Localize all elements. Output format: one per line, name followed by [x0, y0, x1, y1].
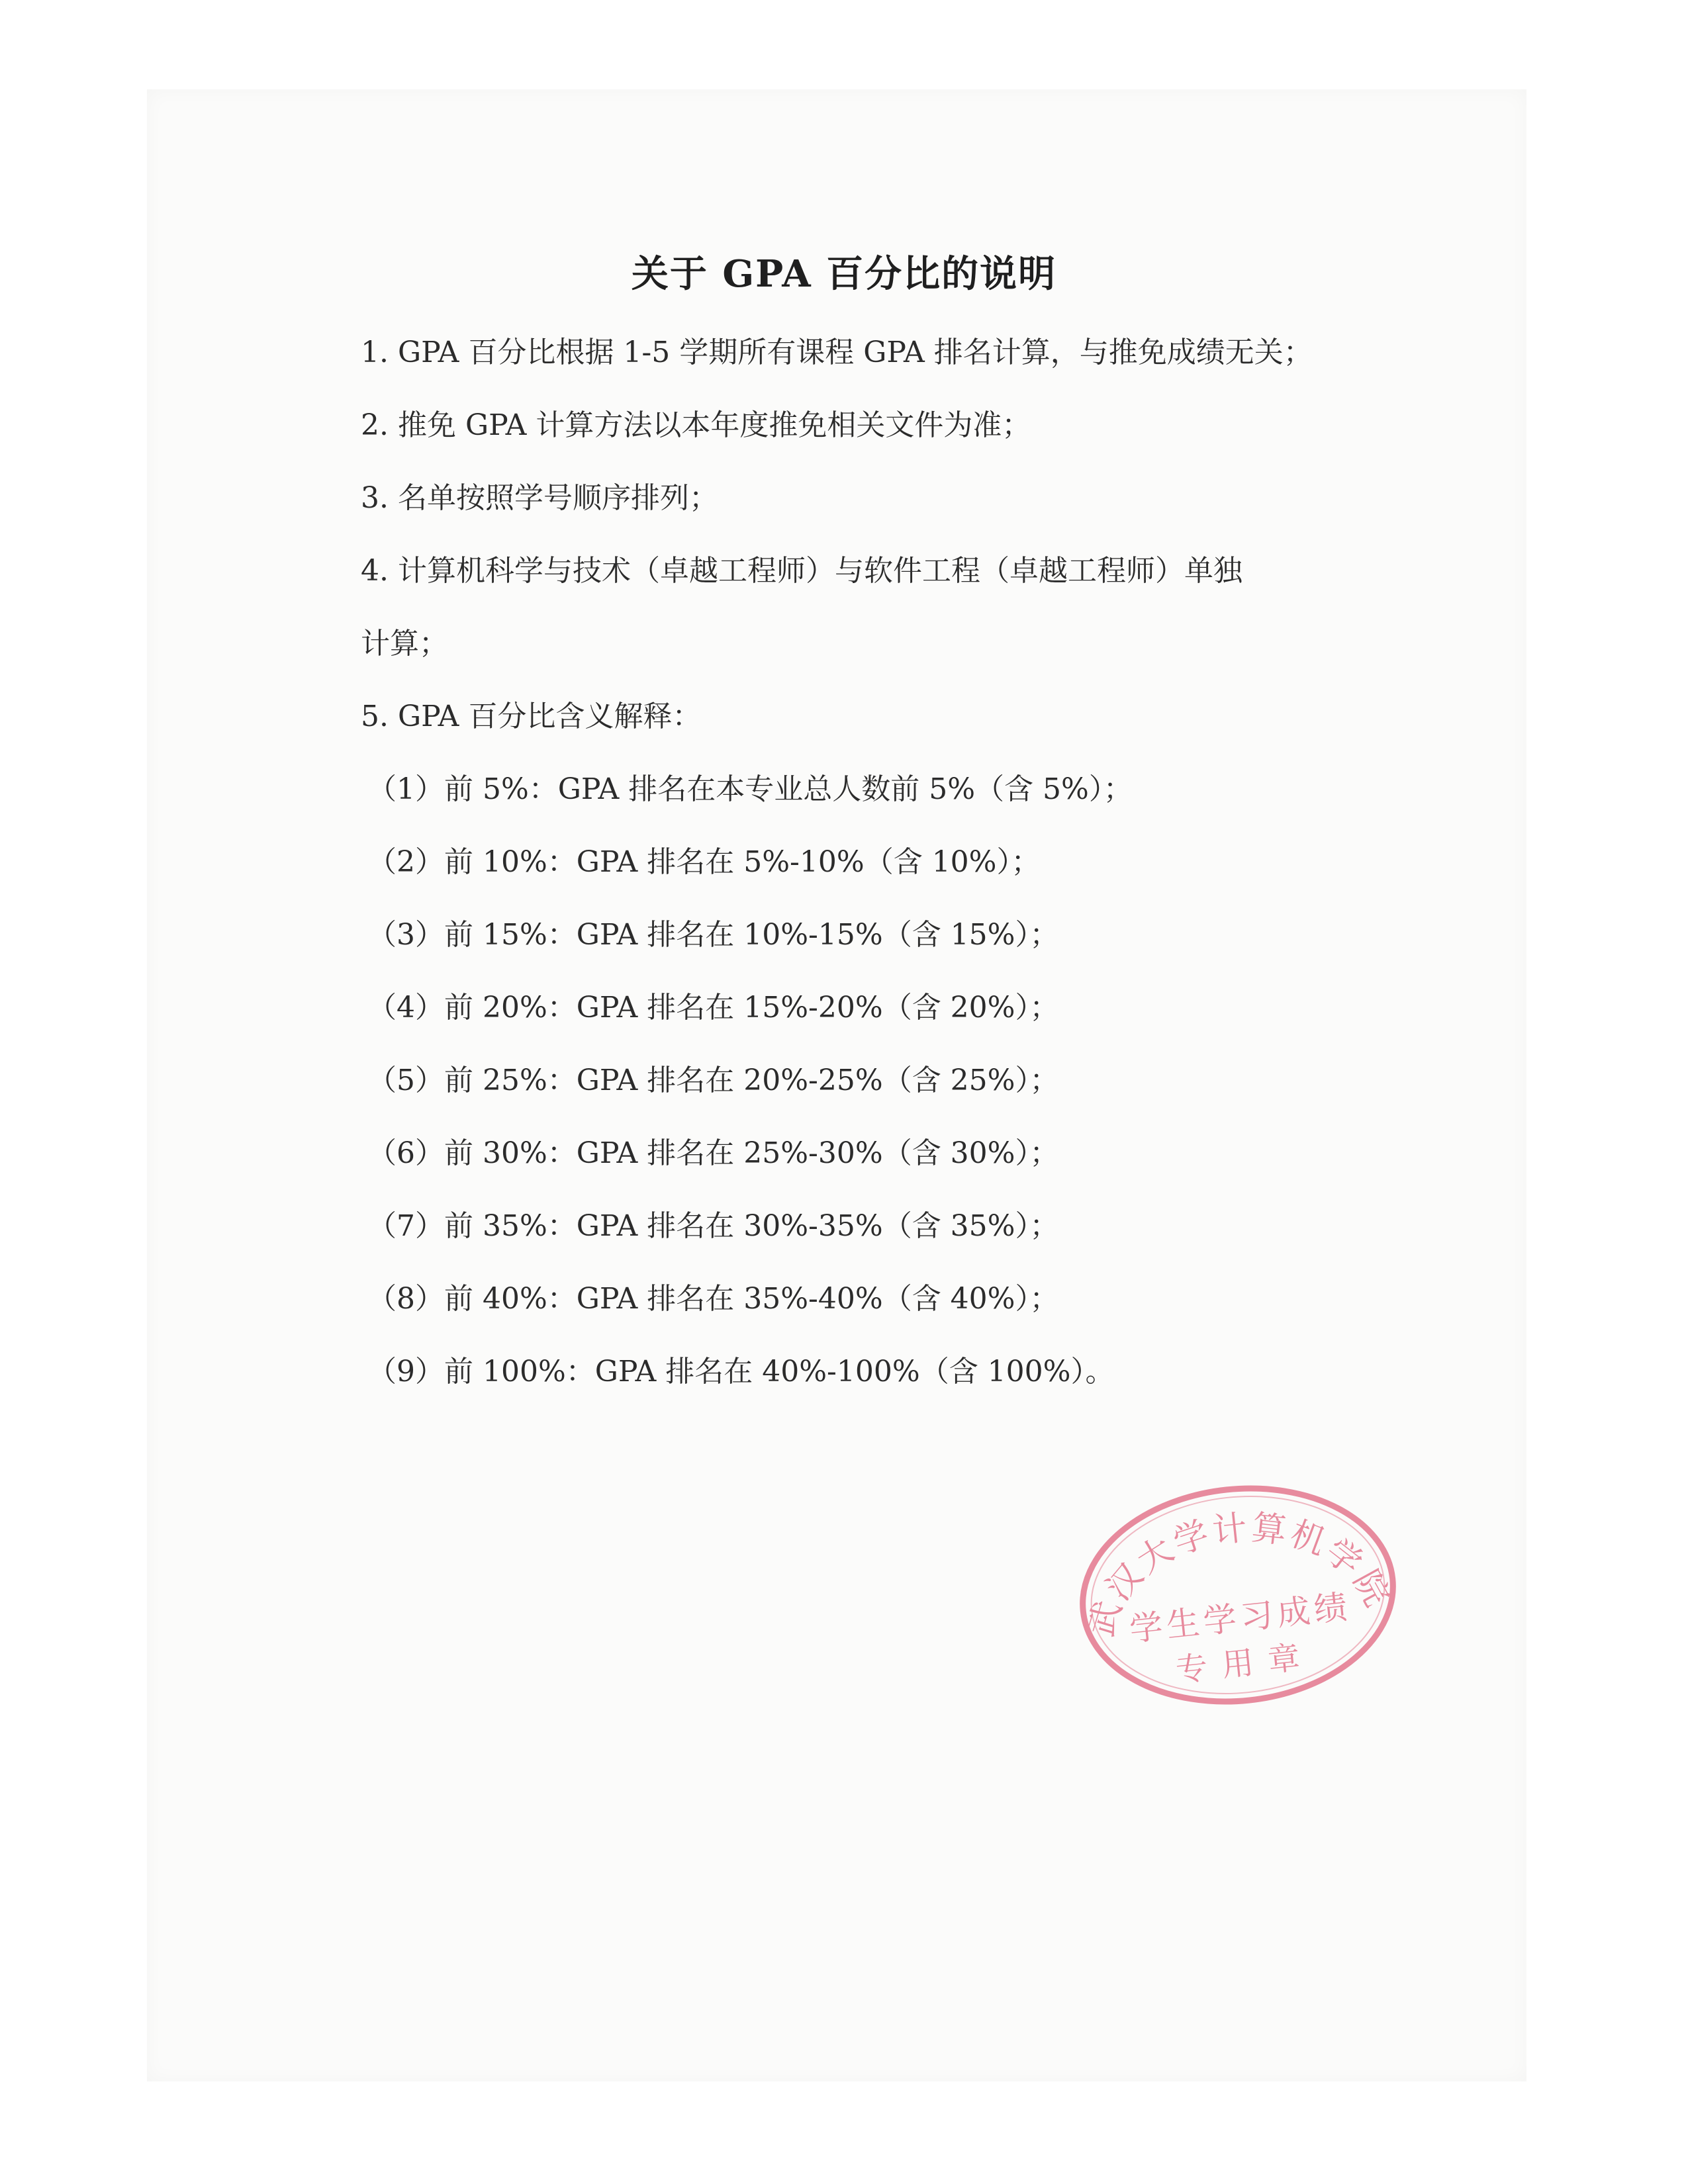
seal-line1: 学生学习成绩	[1127, 1587, 1353, 1649]
official-seal-stamp	[1062, 1466, 1415, 1724]
subitem-9: （9）前 100%：GPA 排名在 40%-100%（含 100%）。	[367, 1355, 1115, 1388]
item-5: 5. GPA 百分比含义解释：	[361, 700, 702, 733]
subitem-2: （2）前 10%：GPA 排名在 5%-10%（含 10%）；	[367, 845, 1041, 879]
subitem-5: （5）前 25%：GPA 排名在 20%-25%（含 25%）；	[367, 1064, 1059, 1097]
seal-line2: 专用章	[1174, 1637, 1317, 1690]
item-2: 2. 推免 GPA 计算方法以本年度推免相关文件为准；	[361, 408, 1031, 442]
item-1: 1. GPA 百分比根据 1-5 学期所有课程 GPA 排名计算，与推免成绩无关；	[361, 336, 1313, 369]
subitem-6: （6）前 30%：GPA 排名在 25%-30%（含 30%）；	[367, 1136, 1059, 1170]
subitem-7: （7）前 35%：GPA 排名在 30%-35%（含 35%）；	[367, 1209, 1059, 1243]
subitem-1: （1）前 5%：GPA 排名在本专业总人数前 5%（含 5%）；	[367, 772, 1133, 806]
subitem-8: （8）前 40%：GPA 排名在 35%-40%（含 40%）；	[367, 1282, 1059, 1316]
seal-outer-text: 武汉大学计算机学院	[1081, 1508, 1398, 1641]
subitem-4: （4）前 20%：GPA 排名在 15%-20%（含 20%）；	[367, 991, 1059, 1024]
item-3: 3. 名单按照学号顺序排列；	[361, 481, 718, 515]
item-4-continued: 计算；	[361, 627, 448, 660]
document-title: 关于 GPA 百分比的说明	[631, 252, 1057, 296]
item-4: 4. 计算机科学与技术（卓越工程师）与软件工程（卓越工程师）单独	[361, 554, 1243, 588]
subitem-3: （3）前 15%：GPA 排名在 10%-15%（含 15%）；	[367, 918, 1059, 952]
